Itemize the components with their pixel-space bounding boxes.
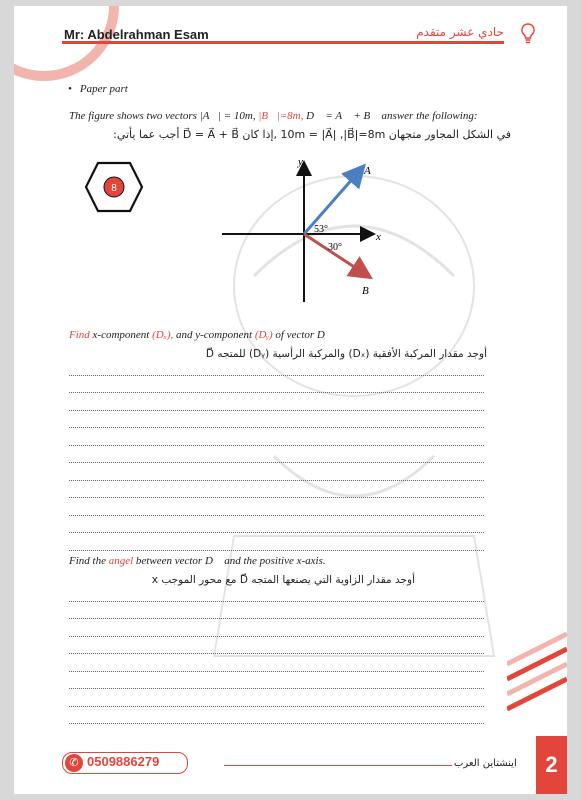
course-title: حادي عشر متقدم (416, 25, 504, 39)
answer-line[interactable] (69, 672, 484, 690)
answer-line[interactable] (69, 481, 484, 499)
worksheet-page (14, 6, 567, 794)
part1-english: Find x-component (Dₓ), and y-component (Dᵧ) of vector D⃗ (69, 329, 334, 341)
teacher-name: Mr: Abdelrahman Esam (64, 27, 209, 42)
vector-figure (204, 150, 404, 310)
answer-line[interactable] (69, 602, 484, 620)
question-english: The figure shows two vectors |A⃗| = 10m, |B⃗|=8m, D⃗ = A⃗ + B⃗ answer the following: (69, 110, 478, 122)
answer-line[interactable] (69, 707, 484, 725)
phone-icon: ✆ (65, 754, 83, 772)
vector-a-label: A⃗ (364, 165, 380, 177)
angle-a-label: 53° (314, 224, 328, 235)
part2-arabic: أوجد مقدار الزاوية التي يصنعها المتجه D⃗ مع محور الموجب x (151, 574, 415, 586)
answer-line[interactable] (69, 584, 484, 602)
answer-line[interactable] (69, 376, 484, 394)
phone-badge[interactable] (62, 752, 188, 774)
corner-stripes (507, 624, 567, 734)
answer-lines-part2 (69, 584, 484, 724)
answer-line[interactable] (69, 654, 484, 672)
vector-b (304, 234, 368, 276)
answer-line[interactable] (69, 498, 484, 516)
answer-line[interactable] (69, 516, 484, 534)
part1-arabic: أوجد مقدار المركبة الأفقية (Dₓ) والمركبة الرأسية (Dᵧ) للمتجه D⃗ (205, 348, 487, 360)
answer-lines-part1 (69, 358, 484, 551)
section-label: • Paper part (68, 83, 128, 95)
lightbulb-icon (519, 22, 537, 46)
page-number: 2 (536, 736, 567, 794)
question-arabic: في الشكل المجاور متجهان 10m = |A⃗| ,|B⃗|=8m ,إذا كان D⃗ = A⃗ + B⃗ أجب عما يأتي: (113, 128, 511, 141)
angle-b-label: 30° (328, 242, 342, 253)
footer-brand: اينشتاين العرب (454, 758, 517, 769)
answer-line[interactable] (69, 689, 484, 707)
corner-decoration (14, 6, 144, 86)
footer-divider (224, 765, 452, 766)
answer-line[interactable] (69, 358, 484, 376)
vector-b-label: B⃗ (362, 285, 378, 297)
phone-number: 0509886279 (87, 754, 160, 769)
vector-a (304, 168, 362, 234)
y-axis-label: y (298, 156, 303, 168)
hexagon-badge (84, 161, 144, 213)
part2-english: Find the angel between vector D⃗ and the positive x-axis. (69, 555, 326, 567)
answer-line[interactable] (69, 463, 484, 481)
badge-number: 8 (111, 183, 117, 194)
answer-line[interactable] (69, 393, 484, 411)
answer-line[interactable] (69, 619, 484, 637)
answer-line[interactable] (69, 446, 484, 464)
answer-line[interactable] (69, 533, 484, 551)
answer-line[interactable] (69, 411, 484, 429)
answer-line[interactable] (69, 428, 484, 446)
answer-line[interactable] (69, 637, 484, 655)
x-axis-label: x (376, 231, 381, 243)
